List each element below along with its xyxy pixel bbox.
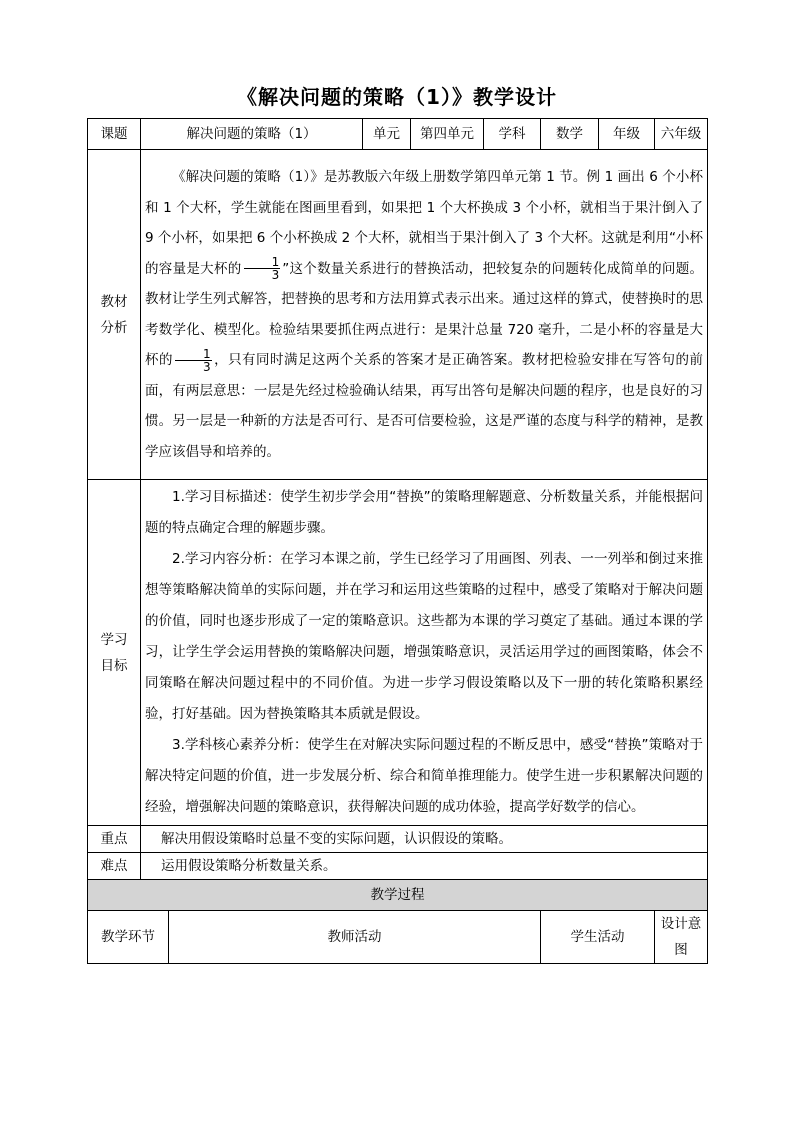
key-point-label: 重点 (88, 826, 141, 853)
fraction-one-third: $\frac{1}{3}$ (175, 348, 212, 373)
difficulty-row (88, 853, 708, 880)
process-heading: 教学过程 (88, 880, 708, 911)
teacher-activity-header: 教师活动 (169, 911, 541, 964)
grade-value: 六年级 (655, 119, 708, 150)
difficulty-text: 运用假设策略分析数量关系。 (141, 853, 708, 880)
unit-label: 单元 (363, 119, 411, 150)
document-title: 《解决问题的策略（1）》教学设计 (237, 85, 557, 109)
material-analysis-label: 教材 分析 (88, 150, 141, 480)
lesson-plan-table (87, 118, 708, 964)
learning-goals-label: 学习 目标 (88, 480, 141, 826)
material-analysis-content (141, 150, 708, 480)
material-analysis-row (88, 150, 708, 480)
topic-label: 课题 (88, 119, 141, 150)
key-point-row (88, 826, 708, 853)
design-intent-header: 设计意图 (655, 911, 708, 964)
material-analysis-text: 《解决问题的策略（1）》是苏教版六年级上册数学第四单元第 1 节。例 1 画出 6 个小杯和 1 个大杯，学生就能在图画里看到，如果把 1 个大杯换成 3 个小杯，就相当于果汁倒入了 9 个小杯，如果把 6 个小杯换成 2 个大杯，就相当于果汁倒入了 3 个大杯。这就是利用“小杯的容量是大杯的 $\frac{1}{3}$ ”这个数量关系进行的替换活动，把较复杂的问题转化成简单的问题。教材让学生列式解答，把替换的思考和方法用算式表示出来。通过这样的算式，使替换时的思考数学化、模型化。检验结果要抓住两点进行：是果汁总量 720 毫升，二是小杯的容量是大杯的 $\frac{1}{3}$ ，只有同时满足这两个关系的答案才是正确答案。教材把检验安排在写答句的前面，有两层意思：一层是先经过检验确认结果，再写出答句是解决问题的程序，也是良好的习惯。另一层是一种新的方法是否可行、是否可信要检验，这是严谨的态度与科学的精神，是教学应该倡导和培养的。 (145, 169, 704, 460)
subject-value: 数学 (541, 119, 599, 150)
learning-goals-content (141, 480, 708, 826)
unit-value: 第四单元 (411, 119, 484, 150)
student-activity-header: 学生活动 (541, 911, 655, 964)
fraction-one-third: $\frac{1}{3}$ (244, 256, 281, 281)
goal-paragraph-3: 3.学科核心素养分析：使学生在对解决实际问题过程的不断反思中，感受“替换”策略对于解决特定问题的价值，进一步发展分析、综合和简单推理能力。使学生进一步积累解决问题的经验，增强解决问题的策略意识，获得解决问题的成功体验，提高学好数学的信心。 (145, 737, 703, 815)
learning-goals-row (88, 480, 708, 826)
goal-paragraph-2: 2.学习内容分析：在学习本课之前，学生已经学习了用画图、列表、一一列举和倒过来推想等策略解决简单的实际问题，并在学习和运用这些策略的过程中，感受了策略对于解决问题的价值，同时也逐步形成了一定的策略意识。这些都为本课的学习奠定了基础。通过本课的学习，让学生学会运用替换的策略解决问题，增强策略意识，灵活运用学过的画图策略，体会不同策略在解决问题过程中的不同价值。为进一步学习假设策略以及下一册的转化策略积累经验，打好基础。因为替换策略其本质就是假设。 (145, 551, 703, 722)
grade-label: 年级 (599, 119, 655, 150)
process-heading-row (88, 880, 708, 911)
header-row (88, 119, 708, 150)
topic-value: 解决问题的策略（1） (141, 119, 363, 150)
process-columns-row (88, 911, 708, 964)
goal-paragraph-1: 1.学习目标描述：使学生初步学会用“替换”的策略理解题意、分析数量关系，并能根据问题的特点确定合理的解题步骤。 (145, 489, 703, 536)
key-point-text: 解决用假设策略时总量不变的实际问题，认识假设的策略。 (141, 826, 708, 853)
difficulty-label: 难点 (88, 853, 141, 880)
teaching-stage-header: 教学环节 (88, 911, 169, 964)
subject-label: 学科 (484, 119, 541, 150)
